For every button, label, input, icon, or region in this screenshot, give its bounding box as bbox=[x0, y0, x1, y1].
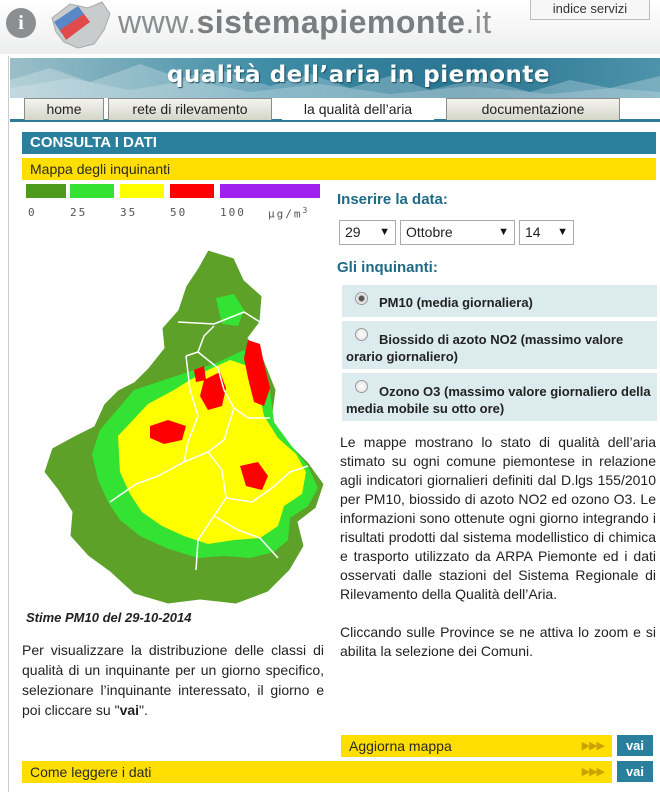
description-paragraph: Le mappe mostrano lo stato di qualità dell’aria stimato su ogni comune piemontese in relazione agli indicatori giornalieri definiti dal D.lgs 155/2010 per PM10, biossido di azoto NO2 ed ozono O3. Le informazioni sono ottenute ogni giorno integrando i risultati prodotti dal sistema modellistico di chimica e trasporto utilizzato da ARPA Piemonte ed i dati osservati dalle stazioni del Sistema Regionale di Rilevamento della Qualità dell’Aria. bbox=[340, 434, 656, 602]
legend-swatch-red bbox=[170, 184, 214, 198]
legend-label: 35 bbox=[120, 206, 138, 219]
month-select[interactable] bbox=[400, 220, 515, 245]
legend-swatch-green bbox=[26, 184, 66, 198]
pollutants-label: Gli inquinanti: bbox=[337, 259, 438, 276]
chevron-down-icon: ▼ bbox=[379, 226, 390, 238]
site-name[interactable] bbox=[118, 4, 492, 41]
month-select-value: Ottobre bbox=[406, 224, 453, 240]
vai-button-update[interactable]: vai bbox=[617, 735, 653, 756]
legend-label: 25 bbox=[70, 206, 88, 219]
info-icon[interactable]: i bbox=[6, 8, 36, 38]
day-select-value: 29 bbox=[345, 224, 361, 240]
left-text-part1: Per visualizzare la distribuzione delle classi di qualità di un inquinante per un giorno specifico, selezionare l’inquinante interessato, il giorno e poi cliccare su " bbox=[22, 642, 324, 718]
date-label: Inserire la data: bbox=[337, 191, 448, 208]
chevron-down-icon: ▼ bbox=[557, 226, 568, 238]
site-main: sistemapiemonte bbox=[196, 4, 466, 40]
map-description bbox=[340, 433, 656, 661]
pollutant-label: PM10 (media giornaliera) bbox=[379, 295, 533, 310]
tab-home[interactable]: home bbox=[24, 98, 104, 120]
map-caption: Stime PM10 del 29-10-2014 bbox=[26, 610, 192, 625]
pollutant-label: Ozono O3 (massimo valore giornaliero della media mobile su otto ore) bbox=[346, 384, 651, 416]
radio-pm10[interactable] bbox=[355, 292, 368, 305]
left-text-bold: vai bbox=[119, 702, 140, 718]
tab-rete-di-rilevamento[interactable]: rete di rilevamento bbox=[108, 98, 272, 120]
piemonte-pollution-map[interactable] bbox=[38, 240, 338, 610]
section-title: CONSULTA I DATI bbox=[22, 132, 656, 154]
legend-unit-text: µg/m bbox=[268, 207, 303, 221]
legend-label: 50 bbox=[170, 206, 188, 219]
update-map-label: Aggiorna mappa bbox=[349, 738, 452, 754]
top-header bbox=[0, 0, 660, 54]
left-text-part2: ". bbox=[139, 702, 148, 718]
tab-documentazione[interactable]: documentazione bbox=[446, 98, 620, 120]
year-select[interactable] bbox=[519, 220, 574, 245]
how-to-read-button[interactable] bbox=[22, 761, 612, 783]
tab-qualita-aria[interactable]: la qualità dell’aria bbox=[282, 98, 434, 120]
left-instructions bbox=[22, 640, 324, 720]
arrows-icon: ▶▶▶ bbox=[581, 740, 604, 752]
legend-label: 100 bbox=[220, 206, 246, 219]
banner-title: qualità dell’aria in piemonte bbox=[167, 62, 550, 88]
arrows-icon: ▶▶▶ bbox=[581, 766, 604, 778]
day-select[interactable] bbox=[339, 220, 396, 245]
chevron-down-icon: ▼ bbox=[498, 226, 509, 238]
pollutant-option-pm10[interactable] bbox=[342, 285, 657, 317]
how-to-read-label: Come leggere i dati bbox=[30, 764, 152, 780]
pollutant-option-no2[interactable] bbox=[342, 321, 657, 369]
map-header: Mappa degli inquinanti bbox=[22, 158, 656, 180]
vai-button-how-to-read[interactable]: vai bbox=[617, 761, 653, 782]
description-paragraph: Cliccando sulle Province se ne attiva lo zoom e si abilita la selezione dei Comuni. bbox=[340, 624, 656, 659]
main-nav bbox=[10, 98, 660, 122]
pollutant-label: Biossido di azoto NO2 (massimo valore orario giornaliero) bbox=[346, 332, 624, 364]
site-prefix: www. bbox=[118, 4, 197, 40]
update-map-button[interactable] bbox=[341, 735, 612, 757]
site-suffix: .it bbox=[465, 4, 492, 40]
legend-swatch-light-green bbox=[70, 184, 114, 198]
legend-swatch-purple bbox=[220, 184, 320, 198]
legend-unit bbox=[268, 206, 309, 221]
pollutant-option-o3[interactable] bbox=[342, 373, 657, 421]
services-index-link[interactable]: indice servizi bbox=[530, 0, 650, 20]
year-select-value: 14 bbox=[525, 224, 541, 240]
piemonte-logo bbox=[44, 0, 114, 50]
banner bbox=[10, 58, 660, 98]
legend-label: 0 bbox=[28, 206, 37, 219]
legend-unit-sup: 3 bbox=[302, 206, 310, 215]
legend-swatch-yellow bbox=[120, 184, 164, 198]
